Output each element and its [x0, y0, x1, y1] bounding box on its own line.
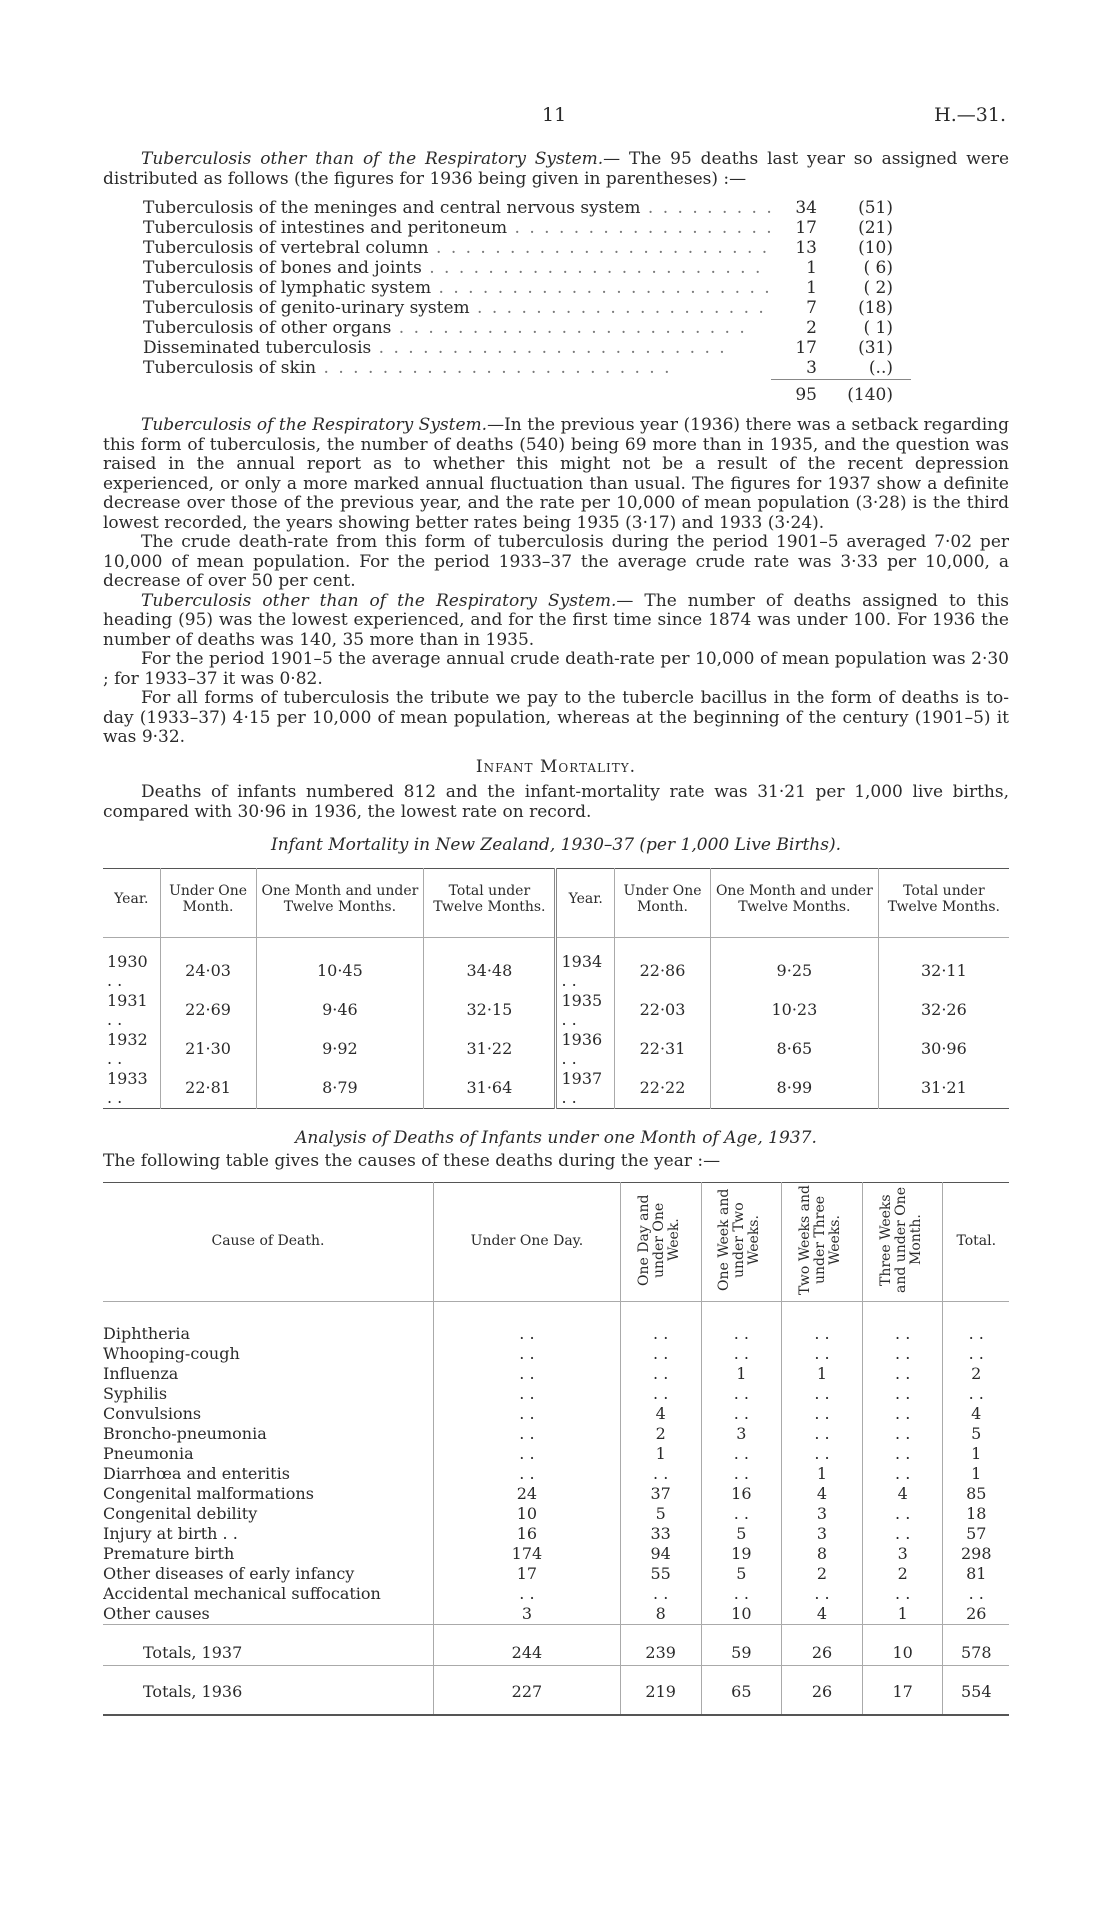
paragraph-title: Tuberculosis of the Respiratory System.: [141, 415, 488, 435]
table-cell: 8: [782, 1544, 863, 1564]
paragraph-title: Tuberculosis other than of the Respiratory System.: [141, 590, 617, 611]
table-cell: 81: [966, 1563, 987, 1583]
table-cell: Diphtheria: [103, 1301, 434, 1344]
table-cell: Diarrhœa and enteritis: [103, 1464, 434, 1484]
rotated-header-text: Two Weeks and under Three Weeks.: [797, 1184, 843, 1295]
table-cell: 4: [782, 1484, 863, 1504]
paragraph-all-forms: For all forms of tuberculosis the tribute we pay to the tubercle bacillus in the form of deaths is to-day (1933–37) 4·15 per 10,000 of mean population, whereas at the beginning of the century (1901–5) it was 9·32.: [103, 688, 1009, 747]
table-row: [103, 1364, 1009, 1384]
table-cell: . .: [968, 1583, 984, 1603]
table-cell: . .: [434, 1301, 621, 1344]
paragraph-text: —In the previous year (1936) there was a setback regarding this form of tuberculosis, the number of deaths (540) being 69 more than in 1935, and the question was raised in the annual report as to whether this might not be a result of the recent depression experienced, or only a more marked annual fluctuation than usual. The figures for 1937 show a definite decrease over those of the previous year, and the rate per 10,000 of mean population (3·28) is the third lowest recorded, the years showing better rates being 1935 (3·17) and 1933 (3·24).: [103, 415, 1009, 533]
table-cell: 3: [782, 1524, 863, 1544]
table-row: [103, 1524, 1009, 1544]
table-cell: . .: [782, 1424, 863, 1444]
tb-breakdown-total: [771, 379, 911, 406]
table-header-cell: Year.: [556, 868, 615, 937]
table-cell: 21·30: [160, 1030, 256, 1069]
table-cell: 26: [782, 1624, 863, 1665]
table-header-cell: [620, 1182, 701, 1301]
table-cell: . .: [434, 1424, 621, 1444]
total-1937: 95: [795, 385, 817, 405]
tb-count-1936: (21): [858, 218, 893, 238]
table-cell: 24: [434, 1484, 621, 1504]
table-row: [103, 1564, 1009, 1584]
rotated-header-text: One Week and under Two Weeks.: [716, 1188, 763, 1291]
rotated-header-text: One Day and under One Week.: [635, 1193, 682, 1286]
table-header-cell: Total.: [943, 1182, 1009, 1301]
table-cell: Broncho-pneumonia: [103, 1424, 434, 1444]
table-cell: 1934 . .: [556, 937, 615, 991]
tb-count-1936: ( 2): [863, 278, 893, 298]
table-header-cell: Under One Month.: [160, 868, 256, 937]
table-row: [103, 937, 1009, 991]
table-cell: . .: [620, 1584, 701, 1604]
table-cell: 1: [971, 1463, 982, 1483]
table-cell: . .: [782, 1344, 863, 1364]
table-cell: 9·46: [256, 991, 424, 1030]
table-cell: . .: [701, 1444, 782, 1464]
table-cell: . .: [968, 1383, 984, 1403]
table-cell: . .: [862, 1464, 943, 1484]
table-cell: 5: [701, 1564, 782, 1584]
tb-count-1936: (..): [868, 358, 893, 378]
table-cell: 33: [620, 1524, 701, 1544]
table-cell: 9·25: [710, 937, 878, 991]
table-cell: . .: [434, 1404, 621, 1424]
table-cell: 1932 . .: [103, 1030, 160, 1069]
table-cell: Pneumonia: [103, 1444, 434, 1464]
table-cell: 227: [434, 1665, 621, 1715]
table-cell: 3: [434, 1604, 621, 1625]
table-cell: Totals, 1936: [103, 1665, 434, 1715]
table-cell: . .: [701, 1504, 782, 1524]
table-cell: . .: [620, 1364, 701, 1384]
table-cell: 174: [434, 1544, 621, 1564]
tb-count-1936: (31): [858, 338, 893, 358]
table-cell: 22·81: [160, 1069, 256, 1109]
tb-list-item: [143, 299, 911, 319]
table-header-cell: Cause of Death.: [103, 1182, 434, 1301]
table-cell: 1: [701, 1364, 782, 1384]
paragraph-infant-deaths: Deaths of infants numbered 812 and the infant-mortality rate was 31·21 per 1,000 live births, compared with 30·96 in 1936, the lowest rate on record.: [103, 782, 1009, 822]
table-cell: . .: [782, 1444, 863, 1464]
table-cell: 3: [701, 1424, 782, 1444]
table-cell: 3: [862, 1544, 943, 1564]
table-cell: . .: [434, 1584, 621, 1604]
table-cell: 1935 . .: [556, 991, 615, 1030]
table-cell: 9·92: [256, 1030, 424, 1069]
table-cell: 1: [782, 1464, 863, 1484]
table-cell: 55: [620, 1564, 701, 1584]
table-cell: 10·45: [256, 937, 424, 991]
infant-mortality-table: [103, 868, 1009, 1109]
tb-cause-label: Tuberculosis of vertebral column . .: [143, 239, 771, 259]
tb-count-1937: 1: [806, 258, 817, 278]
tb-list-item: [143, 259, 911, 279]
table-row: [103, 1604, 1009, 1625]
table-cell: . .: [782, 1584, 863, 1604]
table-cell: Whooping-cough: [103, 1344, 434, 1364]
table-cell: 2: [620, 1424, 701, 1444]
table-cell: 32·26: [920, 1000, 967, 1020]
tb-count-1937: 3: [806, 358, 817, 378]
paragraph-tb-other: [103, 150, 1009, 189]
table-cell: 34·48: [424, 937, 556, 991]
table-cell: 17: [434, 1564, 621, 1584]
table-header-cell: Year.: [103, 868, 160, 937]
table-row: [103, 1544, 1009, 1564]
table-row: [103, 1424, 1009, 1444]
paragraph-title: Tuberculosis other than of the Respiratory System.: [141, 149, 604, 169]
table-cell: Totals, 1937: [103, 1624, 434, 1665]
table-cell: Syphilis: [103, 1384, 434, 1404]
table-cell: 5: [620, 1504, 701, 1524]
table-cell: 22·31: [615, 1030, 711, 1069]
table-cell: . .: [968, 1323, 984, 1343]
table-cell: 31·21: [920, 1078, 967, 1098]
table-cell: . .: [701, 1384, 782, 1404]
table-cell: 2: [971, 1363, 982, 1383]
table-cell: . .: [782, 1384, 863, 1404]
table-cell: 1937 . .: [556, 1069, 615, 1109]
table2-intro: The following table gives the causes of these deaths during the year :—: [103, 1151, 721, 1171]
table-cell: Influenza: [103, 1364, 434, 1384]
tb-cause-label: Tuberculosis of skin . .: [143, 359, 771, 379]
table-cell: 22·69: [160, 991, 256, 1030]
table-cell: 2: [862, 1564, 943, 1584]
paragraph-text: — The number of deaths assigned to this heading (95) was the lowest experienced, and for the first time since 1874 was under 100. For 1936 the number of deaths was 140, 35 more than in 1935.: [103, 590, 1009, 650]
table-cell: Congenital malformations: [103, 1484, 434, 1504]
table-cell: . .: [862, 1444, 943, 1464]
tb-count-1937: 34: [795, 198, 817, 218]
table-header-cell: Total under Twelve Months.: [424, 868, 556, 937]
table-cell: 239: [620, 1624, 701, 1665]
table-row: [103, 1301, 1009, 1344]
table-cell: 1: [782, 1364, 863, 1384]
table-cell: . .: [434, 1444, 621, 1464]
page-content: [103, 150, 1009, 1716]
table-cell: . .: [701, 1464, 782, 1484]
table-cell: . .: [620, 1344, 701, 1364]
table-cell: 30·96: [920, 1039, 967, 1059]
table-cell: 22·22: [615, 1069, 711, 1109]
table-row: [103, 1444, 1009, 1464]
totals-row: [103, 1665, 1009, 1715]
table-cell: . .: [862, 1584, 943, 1604]
paragraph-tb-other-2: [103, 592, 1009, 651]
table-cell: 26: [782, 1665, 863, 1715]
table-cell: . .: [862, 1344, 943, 1364]
table-cell: 1936 . .: [556, 1030, 615, 1069]
tb-count-1937: 7: [806, 298, 817, 318]
table-cell: 8: [620, 1604, 701, 1625]
table-cell: 16: [701, 1484, 782, 1504]
table-cell: . .: [434, 1344, 621, 1364]
table-row: [103, 1069, 1009, 1109]
table-header-cell: Total under Twelve Months.: [878, 868, 1009, 937]
table-cell: . .: [968, 1343, 984, 1363]
table-cell: 26: [966, 1603, 987, 1623]
tb-count-1936: ( 1): [863, 318, 893, 338]
tb-list-item: [143, 279, 911, 299]
tb-cause-label: Tuberculosis of genito-urinary system . .: [143, 299, 771, 319]
table-cell: . .: [782, 1404, 863, 1424]
table-cell: 1931 . .: [103, 991, 160, 1030]
table-cell: . .: [701, 1344, 782, 1364]
table-cell: 5: [701, 1524, 782, 1544]
table-cell: Injury at birth . .: [103, 1524, 434, 1544]
table-cell: 10·23: [710, 991, 878, 1030]
table-cell: 4: [620, 1404, 701, 1424]
table-row: [103, 1584, 1009, 1604]
table-cell: 65: [701, 1665, 782, 1715]
table-cell: 3: [782, 1504, 863, 1524]
tb-count-1936: (10): [858, 238, 893, 258]
table-cell: . .: [701, 1404, 782, 1424]
tb-cause-label: Tuberculosis of bones and joints . .: [143, 259, 771, 279]
table-cell: 59: [701, 1624, 782, 1665]
table-cell: 298: [960, 1543, 992, 1563]
table-cell: Accidental mechanical suffocation: [103, 1584, 434, 1604]
table-cell: Other diseases of early infancy: [103, 1564, 434, 1584]
table-cell: 8·79: [256, 1069, 424, 1109]
table-cell: . .: [434, 1364, 621, 1384]
paragraph-period-rate: For the period 1901–5 the average annual crude death-rate per 10,000 of mean population was 2·30 ; for 1933–37 it was 0·82.: [103, 649, 1009, 689]
table-row: [103, 1404, 1009, 1424]
document-reference: H.—31.: [934, 104, 1006, 126]
section-heading-infant-mortality: Infant Mortality.: [475, 756, 637, 777]
tb-cause-label: Tuberculosis of lymphatic system . .: [143, 279, 771, 299]
table-cell: 1933 . .: [103, 1069, 160, 1109]
table-cell: 244: [434, 1624, 621, 1665]
table-row: [103, 1504, 1009, 1524]
table-cell: 4: [782, 1604, 863, 1625]
table-cell: . .: [862, 1504, 943, 1524]
table-cell: 4: [862, 1484, 943, 1504]
table-row: [103, 1384, 1009, 1404]
tb-cause-label: Tuberculosis of the meninges and central nervous system . .: [143, 199, 771, 219]
table-cell: 19: [701, 1544, 782, 1564]
tb-count-1936: ( 6): [863, 258, 893, 278]
paragraph-tb-respiratory: [103, 416, 1009, 533]
table2-caption: Analysis of Deaths of Infants under one Month of Age, 1937.: [295, 1127, 817, 1148]
rotated-header-text: Three Weeks and under One Month.: [877, 1186, 924, 1293]
table-row: [103, 1484, 1009, 1504]
table-header-cell: Under One Month.: [615, 868, 711, 937]
table-cell: 10: [434, 1504, 621, 1524]
table-cell: . .: [434, 1384, 621, 1404]
paragraph-crude-rate: The crude death-rate from this form of tuberculosis during the period 1901–5 averaged 7·02 per 10,000 of mean population. For the period 1933–37 the average crude rate was 3·33 per 10,000, a decrease of over 50 per cent.: [103, 532, 1009, 591]
tb-count-1937: 1: [806, 278, 817, 298]
page-header: [0, 104, 1114, 134]
table-cell: . .: [434, 1464, 621, 1484]
infant-deaths-causes-table: [103, 1182, 1009, 1716]
table-cell: 4: [971, 1403, 982, 1423]
table-cell: . .: [862, 1364, 943, 1384]
table-cell: 578: [943, 1624, 1009, 1665]
table-cell: . .: [620, 1384, 701, 1404]
table-cell: 32·11: [920, 961, 967, 981]
table-header-row: [103, 868, 1009, 937]
paragraph-text: — The 95 deaths last year so assigned were distributed as follows (the figures for 1936 being given in parentheses) :—: [103, 149, 1009, 189]
table-cell: 1930 . .: [103, 937, 160, 991]
tb-list-item: [143, 319, 911, 339]
table-cell: 219: [620, 1665, 701, 1715]
table-cell: . .: [620, 1301, 701, 1344]
table-cell: . .: [862, 1404, 943, 1424]
tb-breakdown-list: [143, 199, 911, 379]
tb-cause-label: Disseminated tuberculosis . .: [143, 339, 771, 359]
table-cell: 85: [966, 1483, 987, 1503]
table-cell: 31·22: [424, 1030, 556, 1069]
table-row: [103, 1464, 1009, 1484]
tb-count-1936: (51): [858, 198, 893, 218]
totals-row: [103, 1624, 1009, 1665]
page-number: 11: [542, 104, 567, 126]
table-row: [103, 1030, 1009, 1069]
table-cell: 17: [862, 1665, 943, 1715]
table-cell: 57: [966, 1523, 987, 1543]
tb-cause-label: Tuberculosis of intestines and peritoneum . .: [143, 219, 771, 239]
table-header-cell: [701, 1182, 782, 1301]
table-row: [103, 1344, 1009, 1364]
table-cell: Congenital debility: [103, 1504, 434, 1524]
table-cell: 94: [620, 1544, 701, 1564]
table-cell: 1: [971, 1443, 982, 1463]
table-cell: 8·99: [710, 1069, 878, 1109]
table-cell: 22·86: [615, 937, 711, 991]
table-cell: . .: [701, 1301, 782, 1344]
table1-caption: Infant Mortality in New Zealand, 1930–37 (per 1,000 Live Births).: [271, 835, 841, 855]
tb-list-item: [143, 339, 911, 359]
table-cell: . .: [782, 1301, 863, 1344]
table-cell: 554: [943, 1665, 1009, 1715]
table-cell: 18: [966, 1503, 987, 1523]
tb-count-1937: 2: [806, 318, 817, 338]
table-cell: 31·64: [424, 1069, 556, 1109]
table-cell: 2: [782, 1564, 863, 1584]
table-cell: . .: [862, 1524, 943, 1544]
table-cell: 1: [620, 1444, 701, 1464]
tb-list-item: [143, 219, 911, 239]
tb-list-item: [143, 199, 911, 219]
table-cell: . .: [620, 1464, 701, 1484]
tb-count-1937: 13: [795, 238, 817, 258]
tb-list-item: [143, 359, 911, 379]
table-cell: . .: [862, 1424, 943, 1444]
table-cell: 16: [434, 1524, 621, 1544]
table-cell: 5: [971, 1423, 982, 1443]
table-cell: 24·03: [160, 937, 256, 991]
table-cell: 37: [620, 1484, 701, 1504]
table-cell: 32·15: [424, 991, 556, 1030]
table-cell: . .: [701, 1584, 782, 1604]
table-header-cell: [862, 1182, 943, 1301]
table-header-cell: Under One Day.: [434, 1182, 621, 1301]
table-row: [103, 991, 1009, 1030]
table-header-row: [103, 1182, 1009, 1301]
table-cell: 1: [862, 1604, 943, 1625]
table-header-cell: [782, 1182, 863, 1301]
table-header-cell: One Month and under Twelve Months.: [710, 868, 878, 937]
table-cell: 10: [862, 1624, 943, 1665]
table-header-cell: One Month and under Twelve Months.: [256, 868, 424, 937]
table-cell: Other causes: [103, 1604, 434, 1625]
tb-list-item: [143, 239, 911, 259]
table-cell: . .: [862, 1301, 943, 1344]
total-1936: (140): [847, 385, 893, 405]
tb-count-1937: 17: [795, 218, 817, 238]
tb-cause-label: Tuberculosis of other organs . .: [143, 319, 771, 339]
table-cell: 22·03: [615, 991, 711, 1030]
table-cell: 8·65: [710, 1030, 878, 1069]
tb-count-1937: 17: [795, 338, 817, 358]
tb-count-1936: (18): [858, 298, 893, 318]
table-cell: Premature birth: [103, 1544, 434, 1564]
table-cell: Convulsions: [103, 1404, 434, 1424]
table-cell: . .: [862, 1384, 943, 1404]
table-cell: 10: [701, 1604, 782, 1625]
